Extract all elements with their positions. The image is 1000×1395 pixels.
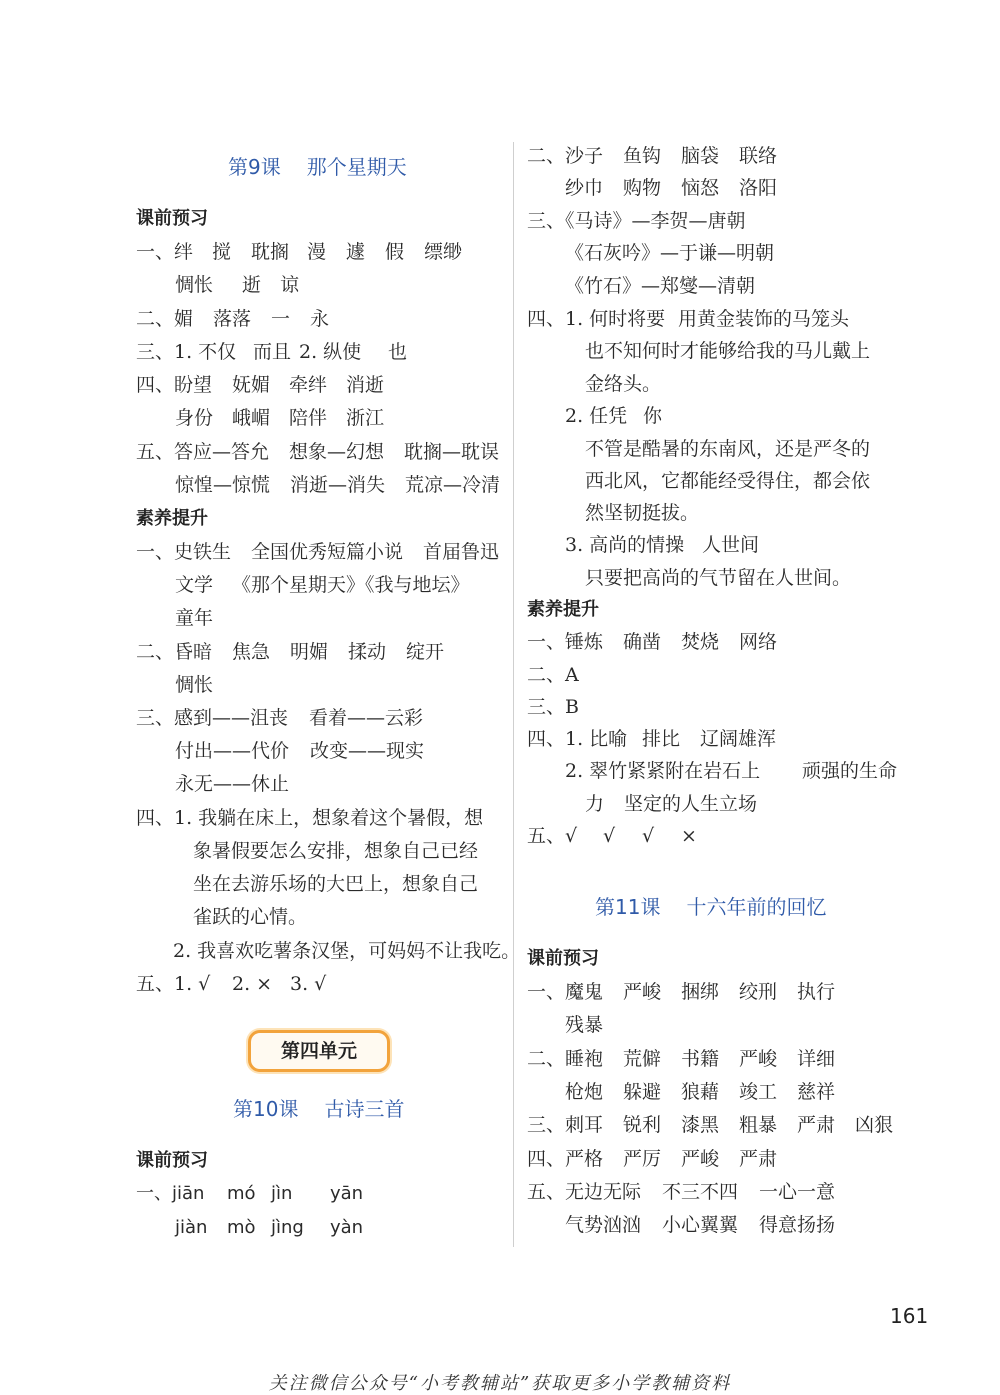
answer-line: 二、媚 落落 一 永 [136,308,330,330]
lesson-number: 第11课 [595,895,661,919]
page-number: 161 [890,1304,929,1328]
answer-line: 三、1. 不仅 而且 2. 纵使 也 [136,341,408,363]
lesson-9-title [228,151,407,180]
answer-line: 然坚韧挺拔。 [585,502,700,524]
section-heading: 课前预习 [136,208,208,229]
footer-watermark: 关注微信公众号“小考教辅站”获取更多小学教辅资料 [268,1373,732,1394]
answer-line: 西北风，它都能经受得住，都会依 [585,470,871,492]
answer-line: 四、1. 比喻 排比 辽阔雄浑 [527,728,777,750]
answer-line: 付出——代价 改变——现实 [175,740,425,762]
answer-line: 《竹石》—郑燮—清朝 [565,275,756,297]
answer-line: 二、昏暗 焦急 明媚 揉动 绽开 [136,641,445,663]
answer-line: 坐在去游乐场的大巴上，想象自己 [193,873,479,895]
answer-line: 2. 翠竹紧紧附在岩石上 顽强的生命 [565,760,898,782]
answer-line: 四、严格 严厉 严峻 严肃 [527,1148,778,1170]
answer-line: 雀跃的心情。 [193,906,308,928]
answer-line: 五、答应—答允 想象—幻想 耽搁—耽误 [136,441,500,463]
section-heading: 课前预习 [527,948,599,969]
answer-line: 五、√ √ √ × [527,825,697,847]
answer-line: 不管是酷暑的东南风，还是严冬的 [585,438,871,460]
answer-line: 文学 《那个星期天》《我与地坛》 [175,574,470,596]
answer-line: 童年 [175,607,214,629]
answer-line: 3. 高尚的情操 人世间 [565,534,760,556]
answer-line: 也不知何时才能够给我的马儿戴上 [585,340,871,362]
answer-line: 2. 我喜欢吃薯条汉堡，可妈妈不让我吃。 [173,940,521,962]
answer-line: 金络头。 [585,373,662,395]
unit-4-badge: 第四单元 [248,1030,390,1072]
answer-line: 四、盼望 妩媚 牵绊 消逝 [136,374,385,396]
lesson-name: 那个星期天 [306,155,407,179]
answer-line: 惆怅 逝 谅 [175,274,300,296]
lesson-11-title [595,891,826,920]
column-divider [513,142,514,1247]
lesson-name: 古诗三首 [324,1097,405,1121]
pinyin-line: jiàn mò jìng yàn [175,1217,364,1238]
answer-line: 惆怅 [175,674,214,696]
answer-line: 一、史铁生 全国优秀短篇小说 首届鲁迅 [136,541,500,563]
answer-line: 2. 任凭 你 [565,405,663,427]
answer-line: 枪炮 躲避 狼藉 竣工 慈祥 [565,1081,836,1103]
answer-line: 纱巾 购物 恼怒 洛阳 [565,177,778,199]
answer-line: 一、绊 搅 耽搁 漫 遽 假 缥缈 [136,241,463,263]
answer-line: 永无——休止 [175,773,290,795]
answer-line: 二、沙子 鱼钩 脑袋 联络 [527,145,778,167]
answer-line: 五、无边无际 不三不四 一心一意 [527,1181,836,1203]
answer-line: 一、魔鬼 严峻 捆绑 绞刑 执行 [527,981,836,1003]
lesson-name: 十六年前的回忆 [686,895,827,919]
answer-line: 三、刺耳 锐利 漆黑 粗暴 严肃 凶狠 [527,1114,894,1136]
answer-line: 二、A [527,664,579,686]
lesson-number: 第10课 [233,1097,299,1121]
answer-line: 《石灰吟》—于谦—明朝 [565,242,775,264]
answer-line: 身份 峨嵋 陪伴 浙江 [175,407,385,429]
answer-line: 四、1. 何时将要 用黄金装饰的马笼头 [527,308,850,330]
answer-line: 残暴 [565,1014,604,1036]
answer-line: 二、睡袍 荒僻 书籍 严峻 详细 [527,1048,836,1070]
section-heading: 素养提升 [527,599,599,620]
answer-line: 三、感到——沮丧 看着——云彩 [136,707,424,729]
lesson-number: 第9课 [228,155,281,179]
answer-line: 只要把高尚的气节留在人世间。 [585,567,852,589]
answer-line: 象暑假要怎么安排，想象自己已经 [193,840,479,862]
answer-line: 惊惶—惊慌 消逝—消失 荒凉—冷清 [175,474,501,496]
lesson-10-title [233,1093,404,1122]
answer-line: 五、1. √ 2. × 3. √ [136,973,327,995]
answer-line: 一、锤炼 确凿 焚烧 网络 [527,631,778,653]
section-heading: 素养提升 [136,508,208,529]
answer-line: 四、1. 我躺在床上，想象着这个暑假，想 [136,807,484,829]
answer-line: 气势汹汹 小心翼翼 得意扬扬 [565,1214,836,1236]
pinyin-line: 一、jiān mó jìn yān [136,1183,364,1204]
section-heading: 课前预习 [136,1150,208,1171]
answer-line: 力 坚定的人生立场 [585,793,758,815]
answer-line: 三、《马诗》—李贺—唐朝 [527,210,746,232]
answer-line: 三、B [527,696,579,718]
